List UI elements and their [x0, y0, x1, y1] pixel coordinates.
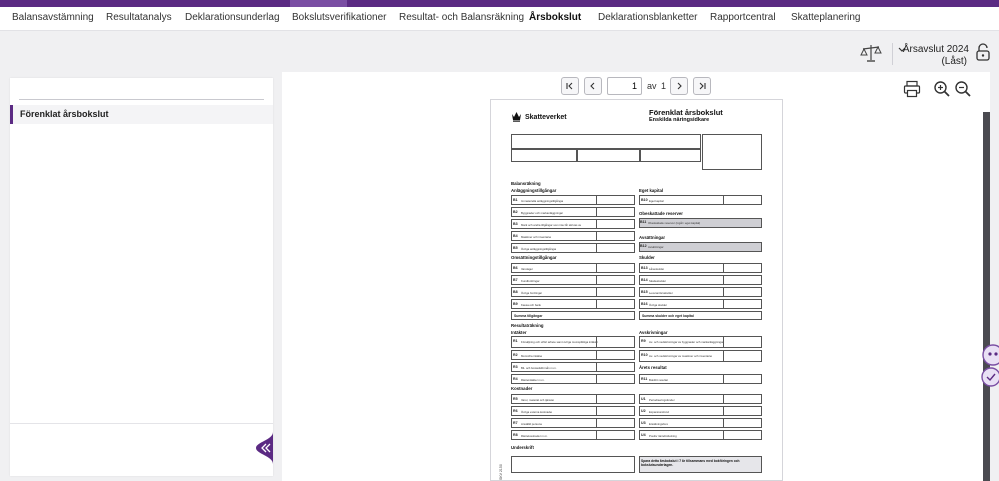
- sidebar-item-forenklat-arsbokslut[interactable]: [10, 105, 273, 124]
- sidebar-divider: [19, 99, 264, 100]
- form-side-code: SKV 2150: [499, 464, 503, 480]
- balance-scale-icon[interactable]: [860, 43, 882, 63]
- tab-rapportcentral[interactable]: Rapportcentral: [710, 12, 776, 23]
- agency-name: Skatteverket: [525, 114, 567, 121]
- form-id-divider: [511, 148, 701, 150]
- tab-deklarationsblanketter[interactable]: Deklarationsblanketter: [598, 12, 698, 23]
- form-row: R6 Övriga externa kostnader: [511, 406, 635, 416]
- form-row: R4 Ränteintäkter m.m.: [511, 374, 635, 384]
- form-row: U2 Expansionsfond: [639, 406, 762, 416]
- form-row: B12 Avsättningar: [640, 244, 664, 249]
- total-pages: 1: [661, 81, 667, 91]
- previous-page-button[interactable]: [584, 77, 602, 95]
- first-page-icon: [565, 81, 575, 91]
- form-row: R10 Av- och nedskrivningar av maskiner och inventarier: [639, 350, 762, 362]
- form-row: B16 Övriga skulder: [639, 299, 762, 309]
- tab-resultatanalys[interactable]: Resultatanalys: [106, 12, 172, 23]
- fiscal-year-label: Årsavslut 2024: [902, 44, 969, 55]
- crown-icon: [511, 110, 522, 122]
- footer-note: Spara detta årsbokslut i 7 år tillsammans med bokföringen och bokslutsunderlagen.: [641, 459, 740, 467]
- assistant-bot-icon[interactable]: [979, 341, 999, 389]
- form-row: B3 Mark och andra tillgångar som inte får skrivas av: [511, 219, 635, 229]
- tab-resultat-och-balansrakning[interactable]: Resultat- och Balansräkning: [399, 12, 525, 23]
- form-row: B5 Övriga anläggningstillgångar: [511, 243, 635, 253]
- form-row: B13 Låneskulder: [639, 263, 762, 273]
- form-subtitle: Enskilda näringsidkare: [649, 117, 710, 123]
- sum-tillgangar: Summa tillgångar: [511, 311, 635, 320]
- section-avskrivningar: Avskrivningar: [639, 330, 668, 335]
- form-page: [490, 99, 783, 481]
- form-row: R8 Räntekostnader m.m.: [511, 430, 635, 440]
- form-row: R7 Anställd personal: [511, 418, 635, 428]
- section-obeskattade-reserver: Obeskattade reserver: [639, 211, 683, 216]
- header-toolbar: [0, 31, 999, 72]
- form-row: R11 Bokfört resultat: [639, 374, 762, 384]
- lock-icon[interactable]: [975, 42, 991, 62]
- section-kostnader: Kostnader: [511, 386, 533, 391]
- tab-skatteplanering[interactable]: Skatteplanering: [791, 12, 861, 23]
- sidebar-item-label: Förenklat årsbokslut: [20, 109, 109, 119]
- form-row: B7 Kundfordringar: [511, 275, 635, 285]
- first-page-button[interactable]: [561, 77, 579, 95]
- form-id-divider: [639, 148, 641, 162]
- section-omsattningstillgangar: Omsättningstillgångar: [511, 255, 557, 260]
- form-row: B14 Skatteskulder: [639, 275, 762, 285]
- section-resultatrakning: Resultaträkning: [511, 323, 544, 328]
- tab-deklarationsunderlag[interactable]: Deklarationsunderlag: [185, 12, 280, 23]
- sum-skulder-och-eget-kapital: Summa skulder och eget kapital: [639, 311, 762, 320]
- form-row: R1 Försäljning och utfört arbete samt övriga momspliktiga intäkter: [511, 336, 635, 348]
- form-row: B2 Byggnader och markanläggningar: [511, 207, 635, 217]
- print-icon[interactable]: [903, 80, 921, 98]
- form-row: R3 Bil- och bostadsförmån m.m.: [511, 362, 635, 372]
- signature-box: [511, 456, 635, 473]
- section-skulder: Skulder: [639, 255, 655, 260]
- section-arets-resultat: Årets resultat: [639, 365, 667, 370]
- form-row: B1 Immateriella anläggningstillgångar: [511, 195, 635, 205]
- sidebar-bottom-divider: [10, 423, 273, 424]
- form-id-divider: [576, 148, 578, 162]
- section-underskrift: Underskrift: [511, 445, 534, 450]
- chevron-right-icon: [674, 81, 684, 91]
- section-balansrakning: Balansräkning: [511, 181, 541, 186]
- form-row: R9 Av- och nedskrivningar av byggnader och markanläggningar: [639, 336, 762, 348]
- section-anlaggningstillgangar: Anläggningstillgångar: [511, 188, 557, 193]
- form-row: U1 Periodiseringsfonder: [639, 394, 762, 404]
- form-info-box: [702, 134, 762, 170]
- form-row: B4 Maskiner och inventarier: [511, 231, 635, 241]
- report-sidebar: [10, 78, 273, 476]
- page-navigation: [282, 76, 990, 98]
- tab-bokslutsverifikationer[interactable]: Bokslutsverifikationer: [292, 12, 387, 23]
- top-accent-strip: [0, 0, 999, 7]
- skatteverket-logo: [511, 110, 575, 124]
- zoom-in-icon[interactable]: [933, 80, 951, 98]
- section-eget-kapital: Eget kapital: [639, 188, 664, 193]
- top-accent-active-segment: [290, 0, 347, 7]
- form-row: B6 Varulager: [511, 263, 635, 273]
- viewer-scrollbar[interactable]: [983, 112, 990, 481]
- fiscal-year-status: (Låst): [941, 56, 967, 67]
- form-row: B10 Eget kapital: [639, 195, 762, 205]
- last-page-button[interactable]: [693, 77, 711, 95]
- fiscal-year-selector[interactable]: [897, 43, 969, 69]
- form-row: B9 Kassa och bank: [511, 299, 635, 309]
- form-row: B8 Övriga fordringar: [511, 287, 635, 297]
- page-of-label: av: [647, 81, 657, 91]
- next-page-button[interactable]: [670, 77, 688, 95]
- form-row: U4 Positiv räntefördelning: [639, 430, 762, 440]
- tab-arsbokslut[interactable]: Årsbokslut: [529, 12, 582, 23]
- header-divider: [892, 43, 893, 65]
- form-row: U3 Ersättningsfond: [639, 418, 762, 428]
- section-intakter: Intäkter: [511, 330, 527, 335]
- section-avsattningar: Avsättningar: [639, 235, 666, 240]
- form-title: Förenklat årsbokslut: [649, 108, 723, 117]
- tab-balansavstamning[interactable]: Balansavstämning: [12, 12, 94, 23]
- form-row: B15 Leverantörsskulder: [639, 287, 762, 297]
- chevron-left-icon: [588, 81, 598, 91]
- form-row: R5 Varor, material och tjänster: [511, 394, 635, 404]
- last-page-icon: [697, 81, 707, 91]
- zoom-out-icon[interactable]: [954, 80, 972, 98]
- form-row: B11 Obeskattade reserver (ingår i eget kapital): [640, 220, 701, 225]
- collapse-sidebar-button[interactable]: [254, 432, 273, 464]
- main-tab-bar: [0, 7, 999, 31]
- form-row: R2 Momsfria intäkter: [511, 350, 635, 360]
- page-number-input[interactable]: [607, 77, 642, 95]
